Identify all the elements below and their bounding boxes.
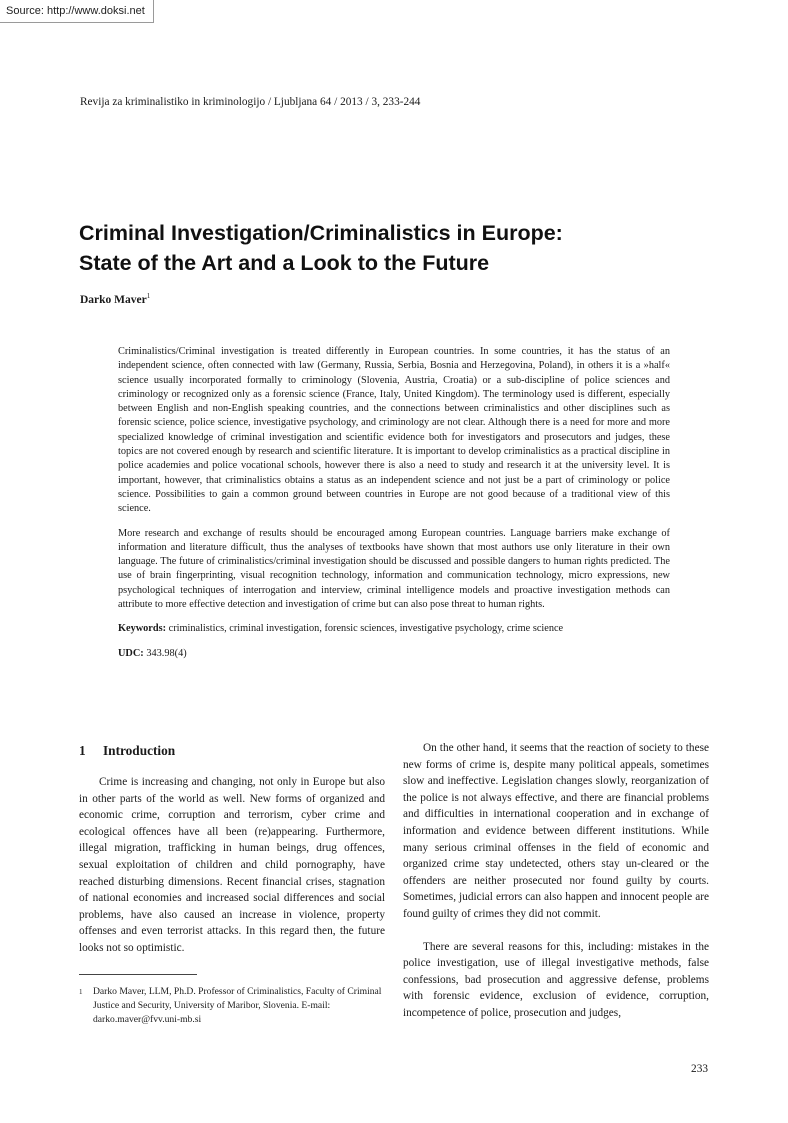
section-title: Introduction (103, 743, 176, 758)
article-title (79, 218, 719, 278)
author-byline (80, 292, 150, 306)
source-label: Source: http://www.doksi.net (0, 0, 154, 23)
author-name: Darko Maver (80, 293, 147, 306)
keywords-label: Keywords: (118, 623, 167, 635)
udc-value: 343.98(4) (146, 647, 187, 659)
footnote-mark: 1 (79, 988, 83, 996)
keywords-text: criminalistics, criminal investigation, forensic sciences, investigative psychology, crime science (168, 623, 564, 635)
running-head: Revija za kriminalistiko in kriminologijo / Ljubljana 64 / 2013 / 3, 233-244 (80, 96, 421, 108)
abstract (118, 345, 670, 671)
body-column-left (79, 740, 385, 957)
udc (118, 647, 670, 661)
body-paragraph-right-1: On the other hand, it seems that the reaction of society to these new forms of crime is, despite many political appeals, sometimes slow and ineffective. Legislation changes slowly, reorganization of the police is not always effective, and there are financial problems and difficulties in international cooperation and in exchange of information and evidence between different institutions. While many serious criminal offenses in the field of economic and organized crime stay undetected, others stay un-cleared or the offenders are neither prosecuted nor found guilty by courts. Sometimes, judicial errors can also happen and innocent people are found guilty of crimes they did not commit. (403, 742, 709, 920)
keywords (118, 622, 670, 636)
abstract-paragraph-1: Criminalistics/Criminal investigation is treated differently in European countries. In some countries, it has the status of an independent science, often connected with law (Germany, Russia, Serbia, Bosnia and Herzegovina, Poland), in others it is a »half« science usually incorporated formally to criminology (Slovenia, Austria, Croatia) or a sub-discipline of police sciences and criminology or recognized only as a forensic science (France, Italy, United Kingdom). The terminology used is different, especially between English and non-English speaking countries, and the connections between criminalistics and other disciplines such as forensic science, police science, investigative psychology, and criminology are not clear. Although there is a need for more and more specialized knowledge of criminal investigation and scientific evidence both for investigators and prosecutors and judges, these topics are not covered enough by research and scientific literature. It is important to develop criminalistics as a practical discipline in police academies and police vocational schools, however there is also a need to study and research it at the university level. It is important, however, that criminalistics obtains a status as an independent science and not just be a part of criminology or police science. Possibilities to gain a common ground between countries in Europe are not good because of a traditional view of this science. (118, 346, 670, 515)
section-number: 1 (79, 743, 86, 758)
body-column-right (403, 740, 709, 1022)
title-line-1: Criminal Investigation/Criminalistics in Europe: (79, 221, 563, 245)
body-paragraph-left-1: Crime is increasing and changing, not only in Europe but also in other parts of the world as well. New forms of organized and economic crime, corruption and terrorism, cyber crime and ecological offences have all been (re)appearing. Furthermore, illegal migration, trafficking in human beings, drug offences, sexual exploitation of children and child pornography, have reached disturbing dimensions. Recent financial crises, stagnation of national economies and increased social differences and social problems, have also caused an increase in violence, property offenses and even terrorist attacks. In this regard then, the future looks not so optimistic. (79, 776, 385, 954)
udc-label: UDC: (118, 647, 144, 659)
page-number: 233 (691, 1063, 708, 1075)
body-paragraph-right-2: There are several reasons for this, including: mistakes in the police investigation, use of illegal investigative methods, false confessions, bad prosecution and aggressive defense, problems with forensic evidence, exclusion of evidence, corruption, incompetence of police, prosecution and judges, (403, 940, 709, 1019)
title-line-2: State of the Art and a Look to the Future (79, 251, 490, 275)
section-heading (79, 740, 385, 762)
footnote-divider (79, 974, 197, 975)
footnote-text: Darko Maver, LLM, Ph.D. Professor of Criminalistics, Faculty of Criminal Justice and Security, University of Maribor, Slovenia. E-mail: darko.maver@fvv.uni-mb.si (93, 986, 382, 1025)
footnote (79, 985, 385, 1027)
abstract-paragraph-2: More research and exchange of results should be encouraged among European countries. Language barriers make exchange of information and literature difficult, thus the analyses of textbooks have shown that most authors use only literature in their own language. The future of criminalistics/criminal investigation should be discussed and possible dangers to human rights predicted. The use of brain fingerprinting, visual recognition technology, information and communication technology, micro expressions, new psychological techniques of interrogation and interview, criminal intelligence models and proactive investigation methods can attribute to more effective detection and investigation of crime but can also pose threat to human rights. (118, 527, 670, 611)
author-footnote-mark: 1 (146, 292, 151, 300)
